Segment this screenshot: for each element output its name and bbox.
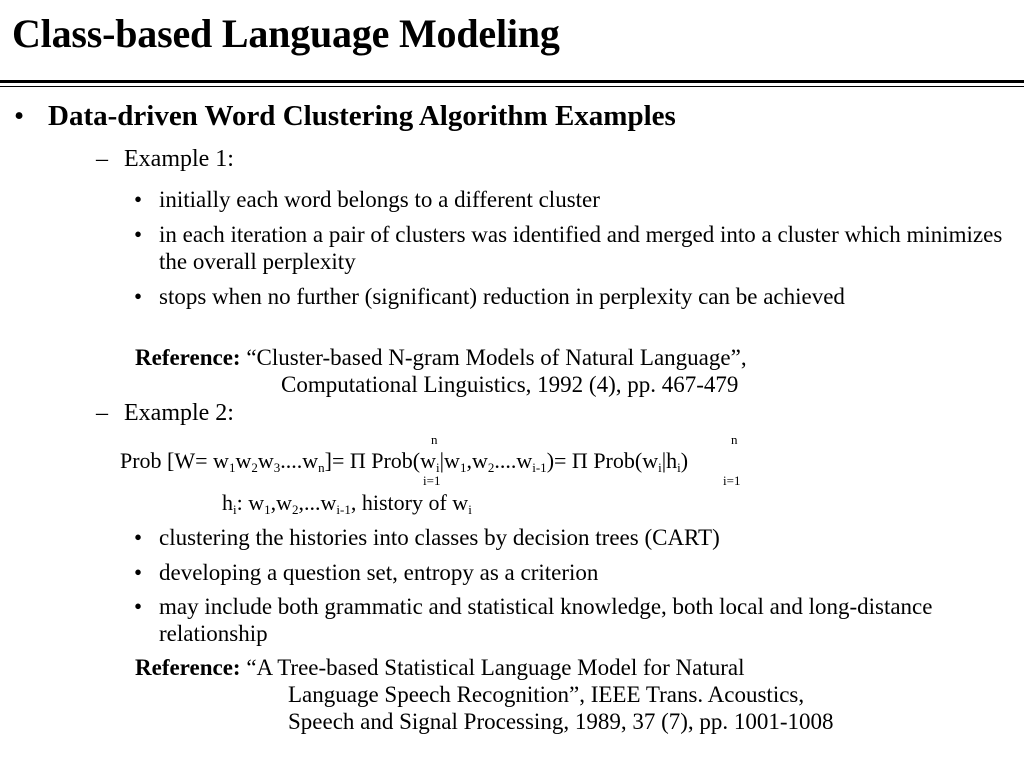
- list-item: [134, 593, 1014, 647]
- dash-marker: –: [96, 146, 108, 172]
- list-item: [134, 186, 1014, 213]
- list-item-text: in each iteration a pair of clusters was identified and merged into a cluster which minimizes the overall perplexity: [159, 222, 1003, 274]
- reference-text-cont: Speech and Signal Processing, 1989, 37 (7), pp. 1001-1008: [288, 709, 834, 734]
- bullet-marker: •: [134, 594, 143, 619]
- product-upper-limit: n: [731, 432, 738, 447]
- dash-marker: –: [96, 400, 108, 426]
- reference-1: [135, 344, 747, 398]
- bullet-marker: •: [14, 100, 25, 132]
- list-item-text: clustering the histories into classes by decision trees (CART): [159, 525, 720, 550]
- reference-text: “A Tree-based Statistical Language Model for Natural: [246, 655, 745, 680]
- list-item-text: developing a question set, entropy as a criterion: [159, 560, 599, 585]
- slide-title: Class-based Language Modeling: [12, 11, 560, 56]
- reference-text: “Cluster-based N-gram Models of Natural Language”,: [246, 345, 747, 370]
- list-item-text: initially each word belongs to a different cluster: [159, 187, 600, 212]
- reference-label: Reference:: [135, 655, 241, 680]
- title-divider-thin: [0, 86, 1024, 87]
- product-upper-limit: n: [431, 432, 438, 447]
- list-item-text: may include both grammatic and statistical knowledge, both local and long-distance relationship: [159, 594, 933, 646]
- history-definition: $h_i$: $w_1,w_2,...w_{i-1}$, history of $w_i$: [222, 490, 472, 517]
- section-heading-text: Data-driven Word Clustering Algorithm Examples: [48, 100, 676, 132]
- bullet-marker: •: [134, 187, 143, 212]
- product-lower-limit: i=1: [723, 473, 741, 488]
- bullet-marker: •: [134, 222, 143, 247]
- reference-text-cont: Computational Linguistics, 1992 (4), pp. 467-479: [281, 372, 739, 397]
- list-item: [134, 221, 1014, 275]
- title-divider-thick: [0, 80, 1024, 83]
- section-heading: [14, 100, 676, 133]
- example1-heading: [96, 146, 234, 173]
- reference-text-cont: Language Speech Recognition”, IEEE Trans. Acoustics,: [288, 682, 805, 707]
- product-lower-limit: i=1: [423, 473, 441, 488]
- probability-formula: Prob $[W= w_1w_2w_3....w_n]= \Pi$ $Prob(w_i|w_1,w_2....w_{i-1})= \Pi$ $Prob(w_i|h_i)$: [120, 448, 689, 475]
- reference-2: [135, 654, 834, 735]
- bullet-marker: •: [134, 560, 143, 585]
- reference-label: Reference:: [135, 345, 241, 370]
- bullet-marker: •: [134, 525, 143, 550]
- bullet-marker: •: [134, 284, 143, 309]
- list-item: [134, 524, 1014, 551]
- list-item: [134, 283, 1014, 310]
- example1-label: Example 1:: [124, 146, 234, 172]
- list-item: [134, 559, 1014, 586]
- example2-label: Example 2:: [124, 400, 234, 426]
- list-item-text: stops when no further (significant) reduction in perplexity can be achieved: [159, 284, 845, 309]
- example2-heading: [96, 400, 234, 427]
